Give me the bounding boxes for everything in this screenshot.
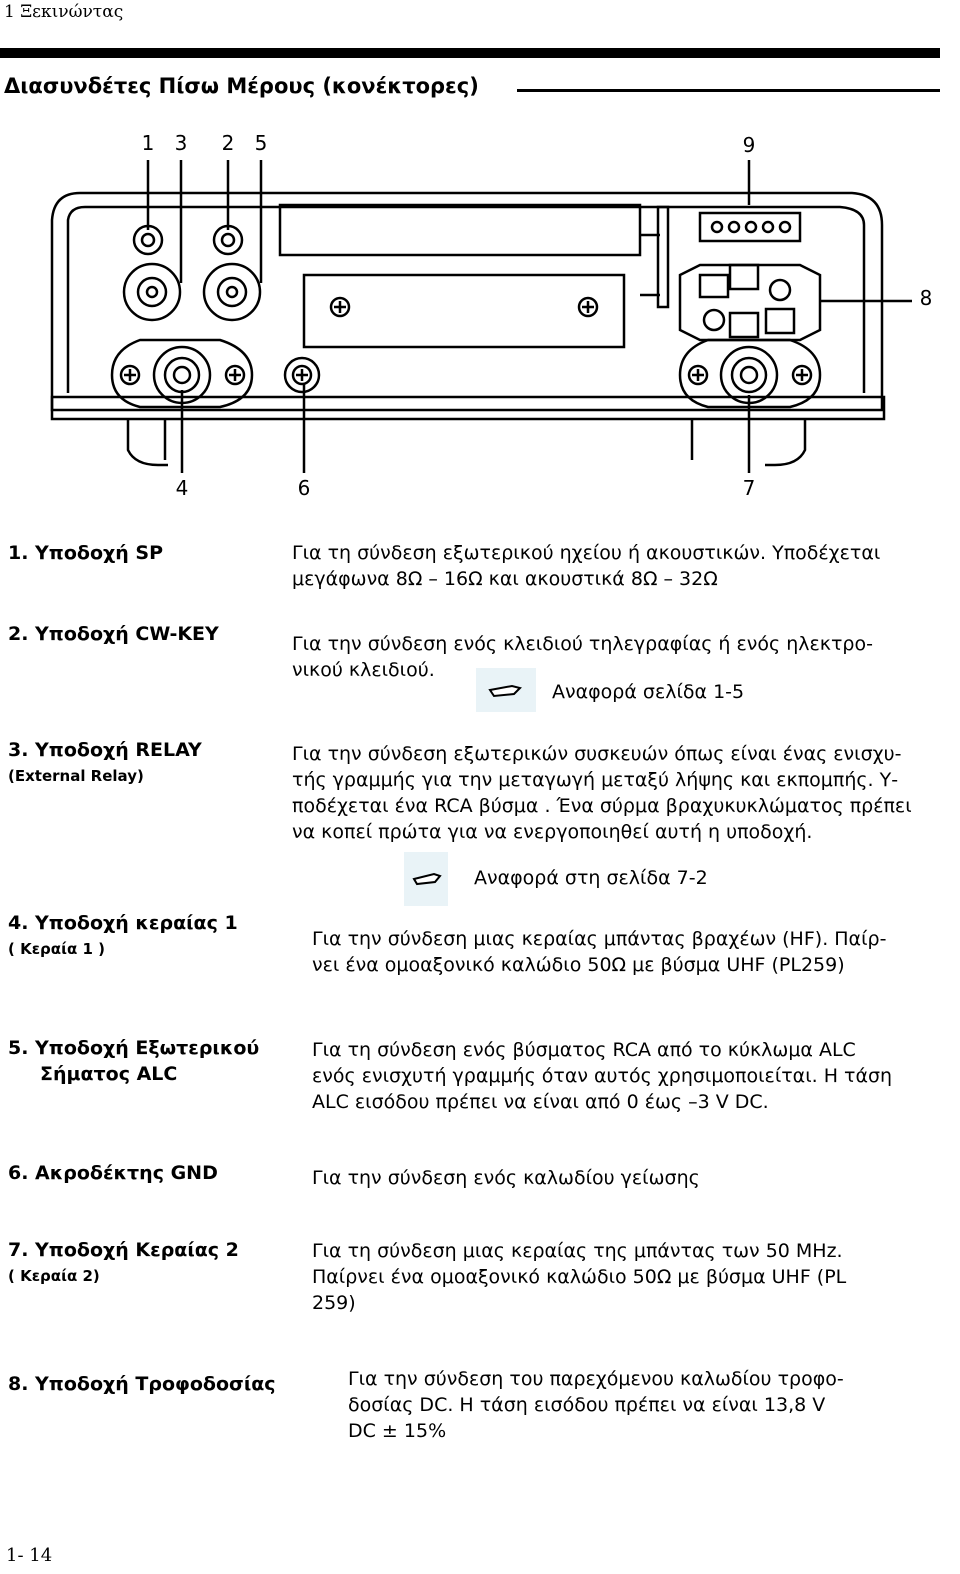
item-4-label: [8, 910, 238, 962]
item-3-label: [8, 737, 202, 789]
item-8-desc: [348, 1366, 844, 1444]
item-7-label: [8, 1237, 239, 1289]
item-5-desc: [312, 1037, 892, 1115]
section-title: Διασυνδέτες Πίσω Μέρους (κονέκτορες): [4, 74, 479, 98]
item-1-label: 1. Υποδοχή SP: [8, 542, 164, 564]
item-2-reference[interactable]: Αναφορά σελίδα 1-5: [552, 681, 745, 703]
item-2-label: 2. Υποδοχή CW-KEY: [8, 623, 219, 645]
page-number: 1- 14: [6, 1545, 53, 1566]
item-3-label-main: 3. Υποδοχή RELAY: [8, 739, 202, 761]
callout-2: 2: [221, 131, 235, 155]
item-1-desc-line: Για τη σύνδεση εξωτερικού ηχείου ή ακουστικών. Υποδέχεται: [292, 542, 881, 564]
item-3-label-sub: (External Relay): [8, 767, 144, 785]
header-rule: [0, 48, 940, 58]
item-3-desc-line: να κοπεί πρώτα για να ενεργοποιηθεί αυτή η υποδοχή.: [292, 821, 813, 843]
reference-arrow-icon: [404, 852, 448, 906]
item-6-desc-line: Για την σύνδεση ενός καλωδίου γείωσης: [312, 1167, 700, 1189]
item-3-desc: [292, 741, 912, 845]
callout-6: 6: [297, 476, 311, 500]
item-3-reference[interactable]: Αναφορά στη σελίδα 7-2: [474, 867, 708, 889]
item-2-desc-line: Για την σύνδεση ενός κλειδιού τηλεγραφίας ή ενός ηλεκτρο-: [292, 633, 873, 655]
item-8-label: 8. Υποδοχή Τροφοδοσίας: [8, 1373, 276, 1395]
item-7-desc-line: Για τη σύνδεση μιας κεραίας της μπάντας των 50 MHz.: [312, 1240, 843, 1262]
item-5-label-cont: Σήματος ALC: [40, 1063, 178, 1085]
item-4-label-sub: ( Κεραία 1 ): [8, 940, 105, 958]
rear-panel-diagram: [40, 125, 940, 500]
item-7-desc-line: 259): [312, 1292, 356, 1314]
item-2-desc-line: νικού κλειδιού.: [292, 659, 435, 681]
item-7-desc-line: Παίρνει ένα ομοαξονικό καλώδιο 50Ω με βύσμα UHF (PL: [312, 1266, 847, 1288]
item-7-desc: [312, 1238, 846, 1316]
callout-5: 5: [254, 131, 268, 155]
reference-arrow-icon: [476, 668, 536, 712]
callout-4: 4: [175, 476, 189, 500]
item-1-desc: [292, 540, 880, 592]
item-5-desc-line: ALC εισόδου πρέπει να είναι από 0 έως –3 V DC.: [312, 1091, 769, 1113]
item-2-desc: [292, 631, 873, 683]
running-header: 1 Ξεκινώντας: [4, 2, 124, 22]
item-4-desc-line: νει ένα ομοαξονικό καλώδιο 50Ω με βύσμα UHF (PL259): [312, 954, 845, 976]
callout-1: 1: [141, 131, 155, 155]
item-8-desc-line: Για την σύνδεση του παρεχόμενου καλωδίου τροφο-: [348, 1368, 844, 1390]
item-8-desc-line: δοσίας DC. Η τάση εισόδου πρέπει να είναι 13,8 V: [348, 1394, 826, 1416]
item-3-desc-line: τής γραμμής για την μεταγωγή μεταξύ λήψης και εκπομπής. Υ-: [292, 769, 899, 791]
item-5-desc-line: ενός ενισχυτή γραμμής όταν αυτός χρησιμοποιείται. Η τάση: [312, 1065, 893, 1087]
callout-8: 8: [919, 286, 933, 310]
item-8-desc-line: DC ± 15%: [348, 1420, 447, 1442]
item-6-desc: [312, 1165, 700, 1191]
item-7-label-sub: ( Κεραία 2): [8, 1267, 100, 1285]
item-4-label-main: 4. Υποδοχή κεραίας 1: [8, 912, 238, 934]
item-3-desc-line: Για την σύνδεση εξωτερικών συσκευών όπως είναι ένας ενισχυ-: [292, 743, 902, 765]
callout-7: 7: [742, 476, 756, 500]
item-4-desc-line: Για την σύνδεση μιας κεραίας μπάντας βραχέων (HF). Παίρ-: [312, 928, 887, 950]
item-5-desc-line: Για τη σύνδεση ενός βύσματος RCA από το κύκλωμα ALC: [312, 1039, 856, 1061]
item-4-desc: [312, 926, 886, 978]
item-7-label-main: 7. Υποδοχή Κεραίας 2: [8, 1239, 239, 1261]
item-5-label-main: 5. Υποδοχή Εξωτερικού: [8, 1037, 260, 1059]
item-6-label: 6. Ακροδέκτης GND: [8, 1162, 218, 1184]
item-1-desc-line: μεγάφωνα 8Ω – 16Ω και ακουστικά 8Ω – 32Ω: [292, 568, 718, 590]
callout-3: 3: [174, 131, 188, 155]
item-3-desc-line: ποδέχεται ένα RCA βύσμα . Ένα σύρμα βραχυκυκλώματος πρέπει: [292, 795, 912, 817]
item-5-label: [8, 1035, 259, 1087]
title-rule: [517, 89, 940, 92]
callout-9: 9: [742, 133, 756, 157]
